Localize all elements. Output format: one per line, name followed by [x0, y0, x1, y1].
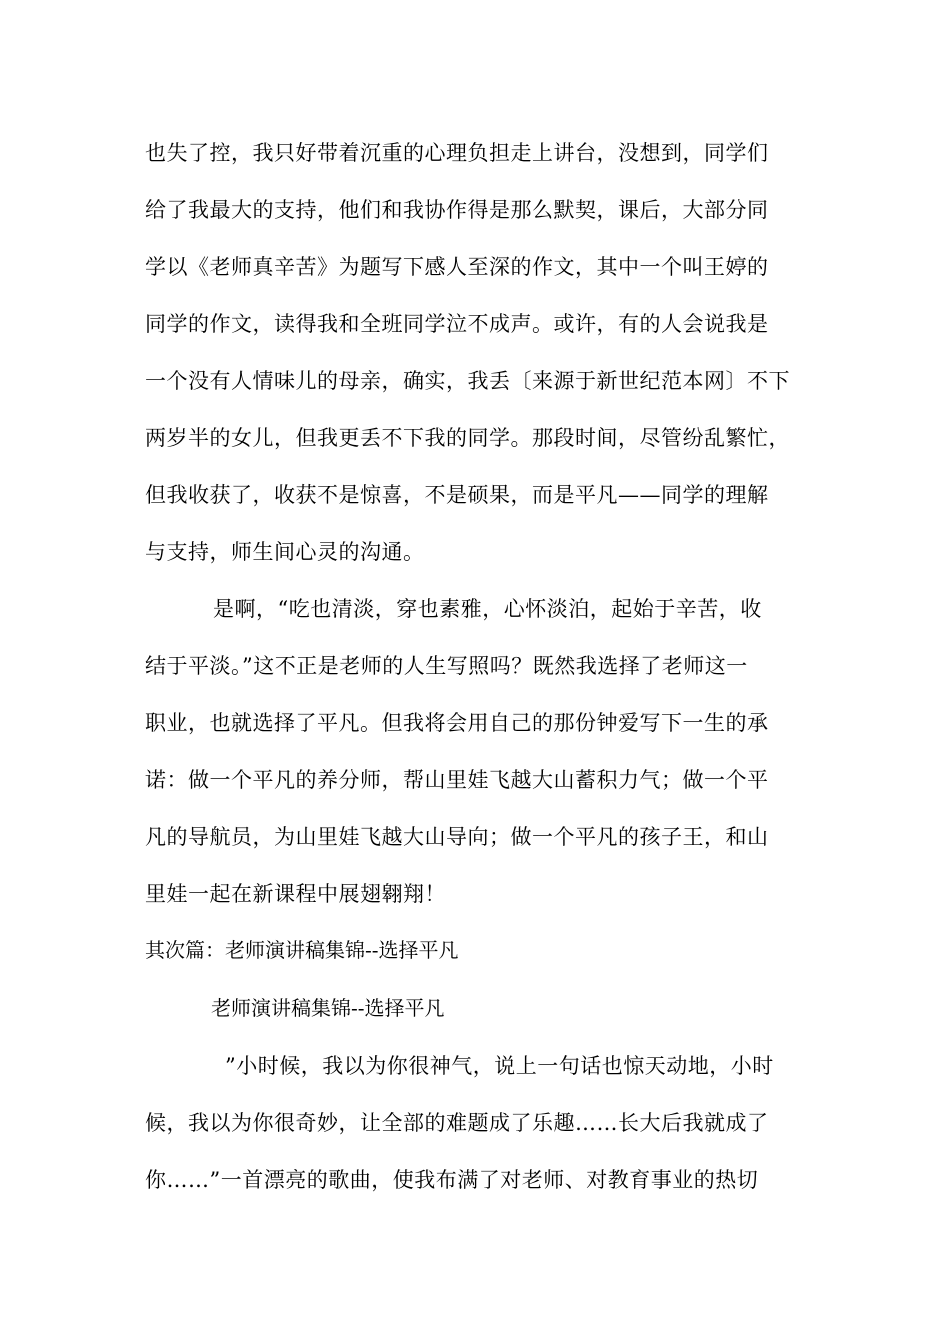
paragraph-2-line-4: 诺：做一个平凡的养分师，帮山里娃飞越大山蓄积力气；做一个平	[145, 768, 769, 792]
paragraph-2-line-1: 是啊，“吃也清淡，穿也素雅，心怀淡泊，起始于辛苦，收	[213, 597, 762, 621]
paragraph-3-line-1: ”小时候，我以为你很神气，说上一句话也惊天动地，小时	[225, 1054, 774, 1078]
paragraph-1-line-1: 也失了控，我只好带着沉重的心理负担走上讲台，没想到，同学们	[145, 141, 769, 165]
paragraph-1-line-6: 两岁半的女儿，但我更丢不下我的同学。那段时间，尽管纷乱繁忙，	[145, 426, 790, 450]
paragraph-3-line-2: 候，我以为你很奇妙，让全部的难题成了乐趣……长大后我就成了	[145, 1111, 769, 1135]
paragraph-1-line-4: 同学的作文，读得我和全班同学泣不成声。或许，有的人会说我是	[145, 312, 769, 336]
paragraph-2-line-6: 里娃一起在新课程中展翅翱翔！	[145, 882, 446, 906]
paragraph-1-line-3: 学以《老师真辛苦》为题写下感人至深的作文，其中一个叫王婷的	[145, 255, 769, 279]
paragraph-1-line-5: 一个没有人情味儿的母亲，确实，我丢〔来源于新世纪范本网〕不下	[145, 369, 790, 393]
paragraph-2-line-5: 凡的导航员，为山里娃飞越大山导向；做一个平凡的孩子王，和山	[145, 825, 769, 849]
section-heading: 其次篇：老师演讲稿集锦--选择平凡	[145, 938, 459, 962]
paragraph-3-line-3: 你……”一首漂亮的歌曲，使我布满了对老师、对教育事业的热切	[145, 1168, 759, 1192]
paragraph-1-line-2: 给了我最大的支持，他们和我协作得是那么默契，课后，大部分同	[145, 198, 769, 222]
paragraph-1-line-8: 与支持，师生间心灵的沟通。	[145, 540, 425, 564]
paragraph-1-line-7: 但我收获了，收获不是惊喜，不是硕果，而是平凡——同学的理解	[145, 483, 769, 507]
paragraph-2-line-2: 结于平淡。”这不正是老师的人生写照吗？既然我选择了老师这一	[145, 654, 748, 678]
article-title: 老师演讲稿集锦--选择平凡	[211, 996, 445, 1020]
paragraph-2-line-3: 职业，也就选择了平凡。但我将会用自己的那份钟爱写下一生的承	[145, 711, 769, 735]
